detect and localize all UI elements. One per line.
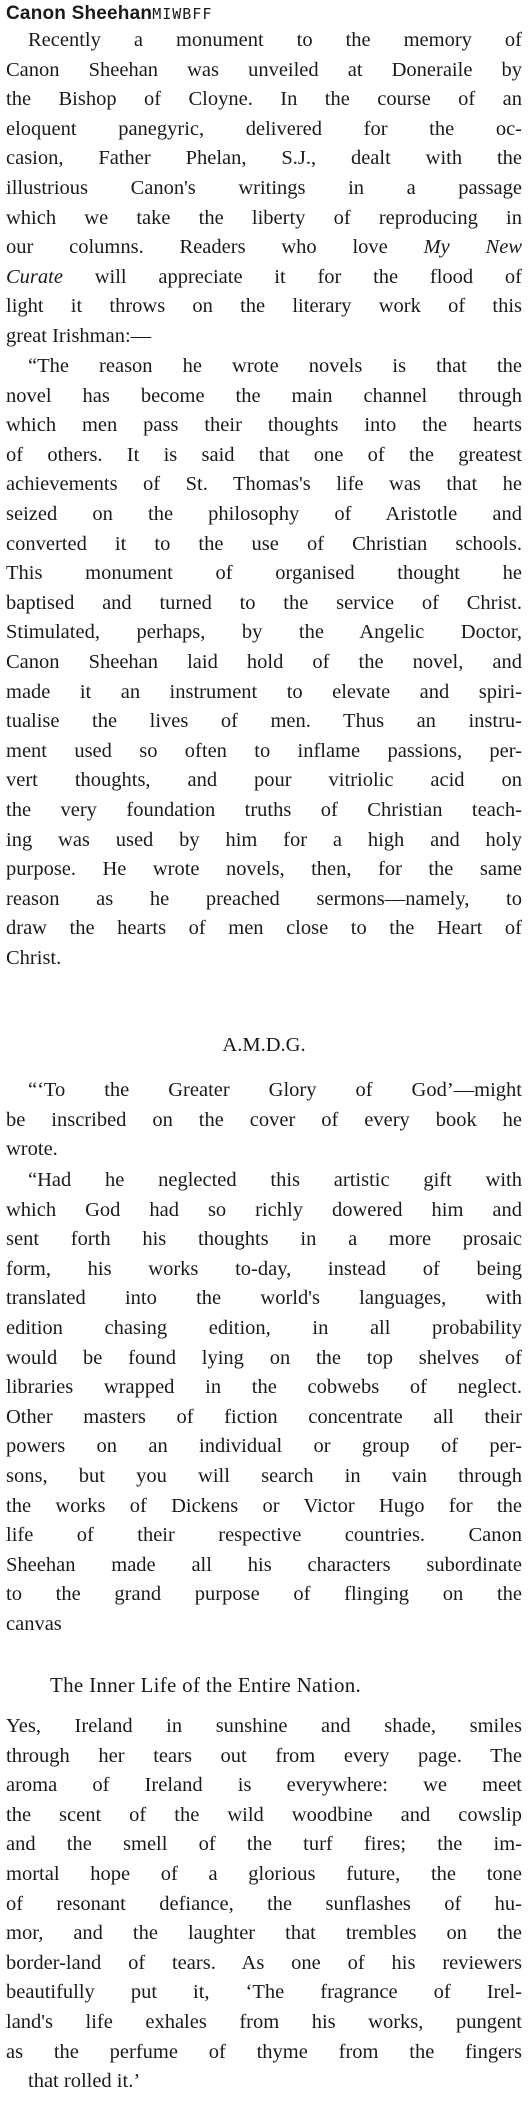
text-line: casion, Father Phelan, S.J., dealt with the <box>6 147 522 170</box>
text-line: that rolled it.’ <box>28 2070 141 2093</box>
text-line: made it an instrument to elevate and spiri- <box>6 680 522 703</box>
text-line: great Irishman:— <box>6 324 152 347</box>
text-line: mortal hope of a glorious future, the tone <box>6 1862 522 1885</box>
text-line: beautifully put it, ‘The fragrance of Irel- <box>6 1981 522 2004</box>
text-line: mor, and the laughter that trembles on the <box>6 1922 522 1945</box>
text-line: Stimulated, perhaps, by the Angelic Doctor, <box>6 621 522 644</box>
text-line: powers on an individual or group of per- <box>6 1435 522 1458</box>
text-line: border-land of tears. As one of his reviewers <box>6 1951 522 1974</box>
text-line: vert thoughts, and pour vitriolic acid on <box>6 769 522 792</box>
text-line: ing was used by him for a high and holy <box>6 828 522 851</box>
text-line: form, his works to-day, instead of being <box>6 1257 522 1280</box>
text-line: Sheehan made all his characters subordinate <box>6 1553 522 1576</box>
text-line: illustrious Canon's writings in a passage <box>6 176 522 199</box>
text-line: reason as he preached sermons—namely, to <box>6 887 522 910</box>
text-line: Curate will appreciate it for the flood of <box>6 265 522 288</box>
text-line: aroma of Ireland is everywhere: we meet <box>6 1774 522 1797</box>
text-line: of resonant defiance, the sunflashes of hu- <box>6 1892 522 1915</box>
text-line: canvas <box>6 1612 62 1635</box>
text-line: “Had he neglected this artistic gift with <box>28 1169 522 1191</box>
subheading-amdg: A.M.D.G. <box>222 1034 306 1056</box>
quote-paragraph-1 <box>6 352 522 973</box>
text-line: our columns. Readers who love My New <box>6 236 523 259</box>
text-line: seized on the philosophy of Aristotle and <box>6 502 522 525</box>
heading-tag: MIWBFF <box>152 5 213 23</box>
text-line: as the perfume of thyme from the fingers <box>6 2040 522 2063</box>
intro-paragraph <box>6 26 522 352</box>
text-line: Yes, Ireland in sunshine and shade, smiles <box>6 1715 522 1737</box>
quote-paragraph-3 <box>6 1166 522 1640</box>
text-line: This monument of organised thought he <box>6 562 522 585</box>
article-heading <box>6 0 212 28</box>
text-line: which men pass their thoughts into the hearts <box>6 414 522 437</box>
text-line: edition chasing edition, in all probability <box>6 1316 522 1339</box>
text-line: which we take the liberty of reproducing in <box>6 206 522 229</box>
article-title: Canon Sheehan <box>6 3 153 24</box>
text-line: sent forth his thoughts in a more prosaic <box>6 1228 522 1251</box>
text-line: the scent of the wild woodbine and cowslip <box>6 1803 522 1826</box>
text-line: light it throws on the literary work of this <box>6 295 522 318</box>
text-line: achievements of St. Thomas's life was that he <box>6 473 522 496</box>
text-line: and the smell of the turf fires; the im- <box>6 1833 522 1856</box>
text-line: “‘To the Greater Glory of God’—might <box>28 1079 522 1101</box>
text-line: sons, but you will search in vain through <box>6 1464 522 1487</box>
text-line: eloquent panegyric, delivered for the oc- <box>6 117 522 140</box>
text-line: novel has become the main channel through <box>6 384 522 407</box>
text-line: Christ. <box>6 946 62 969</box>
text-line: draw the hearts of men close to the Heart of <box>6 917 522 940</box>
text-line: Other masters of fiction concentrate all their <box>6 1405 522 1428</box>
text-line: translated into the world's languages, with <box>6 1287 522 1310</box>
text-line: land's life exhales from his works, pungent <box>6 2010 522 2033</box>
text-line: purpose. He wrote novels, then, for the same <box>6 858 522 881</box>
text-line: through her tears out from every page. The <box>6 1744 522 1767</box>
text-line: would be found lying on the top shelves of <box>6 1346 522 1369</box>
text-line: libraries wrapped in the cobwebs of neglect. <box>6 1376 522 1399</box>
text-line: wrote. <box>6 1138 58 1161</box>
quote-paragraph-2 <box>6 1076 522 1165</box>
text-line: of others. It is said that one of the greatest <box>6 443 522 466</box>
text-line: tualise the lives of men. Thus an instru- <box>6 710 522 733</box>
subheading-inner-life: The Inner Life of the Entire Nation. <box>50 1673 362 1697</box>
text-line: converted it to the use of Christian schools. <box>6 532 522 555</box>
text-line: Canon Sheehan was unveiled at Doneraile by <box>6 58 522 81</box>
text-line: to the grand purpose of flinging on the <box>6 1583 522 1606</box>
text-line: “The reason he wrote novels is that the <box>28 355 522 377</box>
quote-paragraph-4 <box>6 1712 522 2097</box>
text-line: the Bishop of Cloyne. In the course of an <box>6 88 522 111</box>
text-line: baptised and turned to the service of Christ. <box>6 591 522 614</box>
text-line: Canon Sheehan laid hold of the novel, and <box>6 650 522 673</box>
text-line: Recently a monument to the memory of <box>28 29 522 51</box>
text-line: be inscribed on the cover of every book he <box>6 1108 522 1131</box>
text-line: the very foundation truths of Christian teach- <box>6 798 522 821</box>
text-line: the works of Dickens or Victor Hugo for the <box>6 1494 522 1517</box>
text-line: which God had so richly dowered him and <box>6 1198 522 1221</box>
text-line: ment used so often to inflame passions, per- <box>6 739 522 762</box>
text-line: life of their respective countries. Canon <box>6 1524 522 1547</box>
